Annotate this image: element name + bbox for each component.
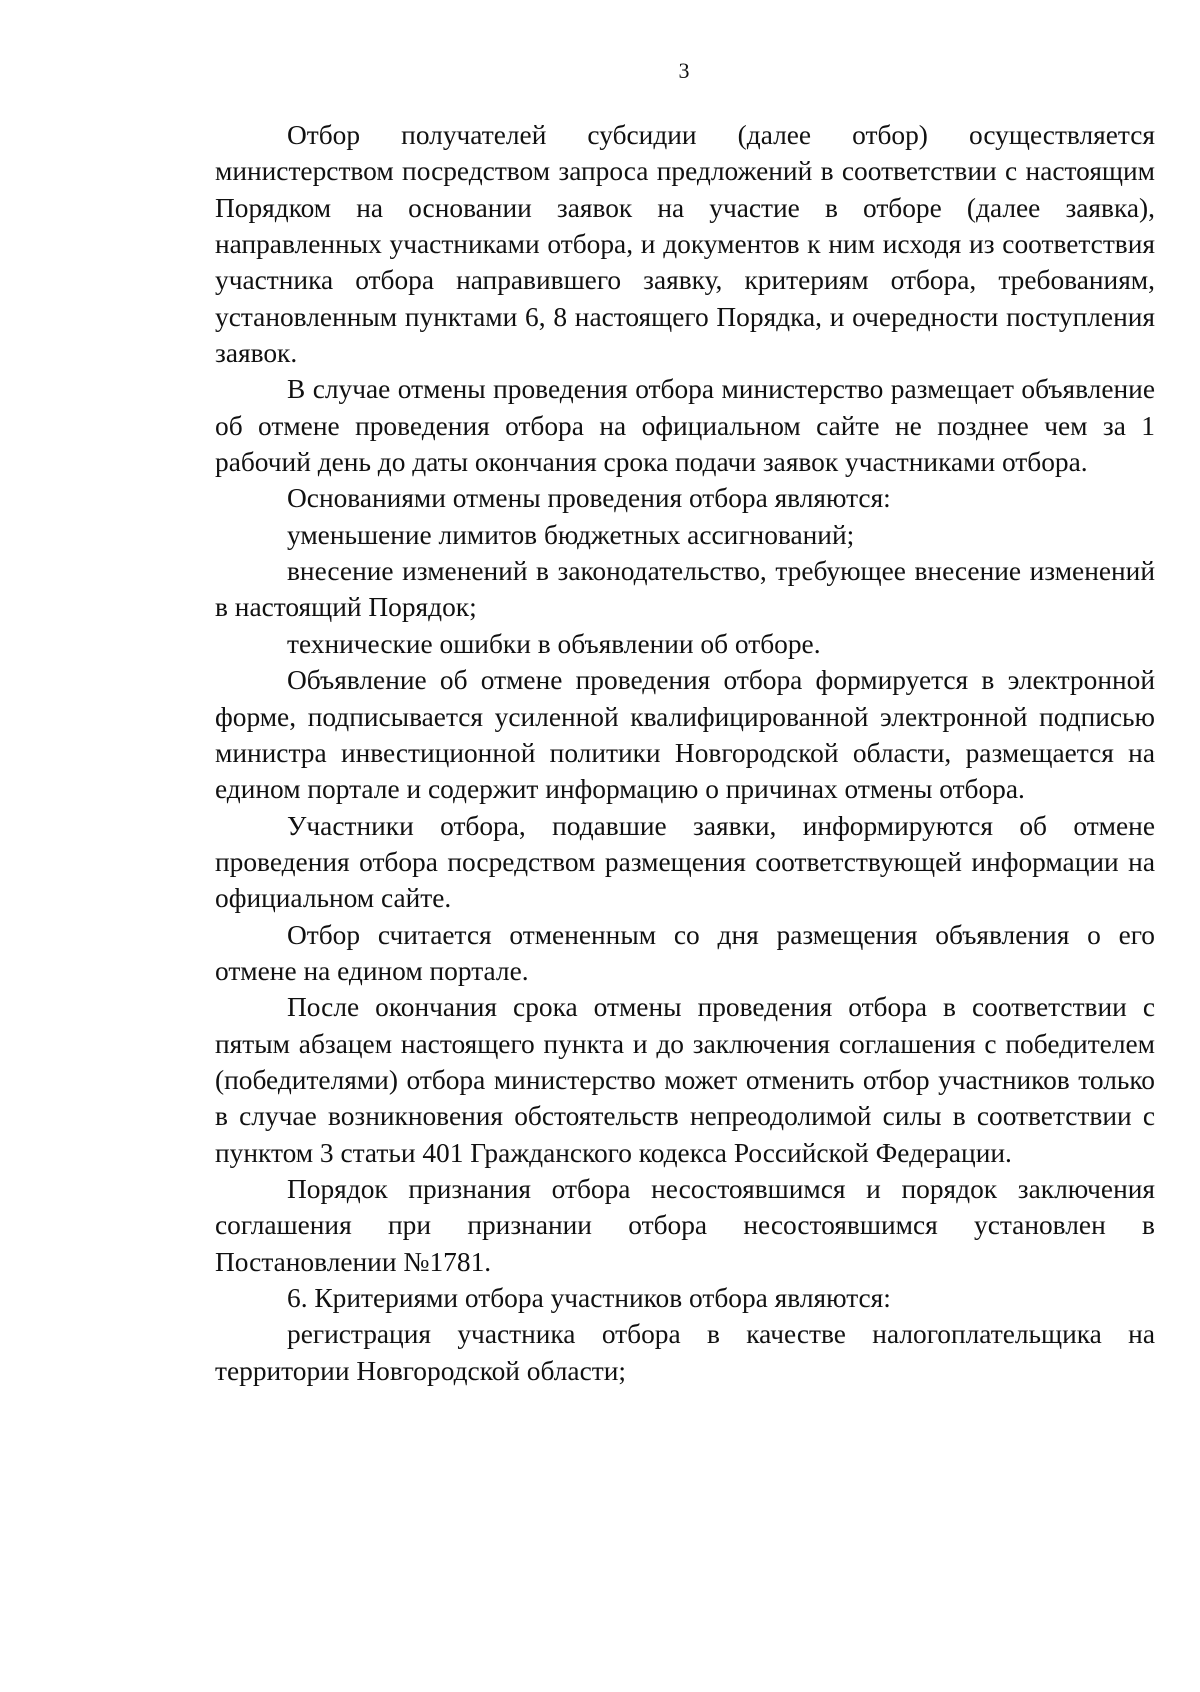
document-body [215, 117, 1155, 1389]
paragraph-failed-selection-procedure: Порядок признания отбора несостоявшимся и порядок заключения соглашения при признании отбора несостоявшимся установлен в Постановлении №1781. [215, 1173, 1155, 1277]
paragraph-cancellation-grounds-intro: Основаниями отмены проведения отбора являются: [287, 483, 891, 514]
paragraph-selection-procedure: Отбор получателей субсидии (далее отбор) осуществляется министерством посредством запроса предложений в соответствии с настоящим Порядком на основании заявок на участие в отборе (далее заявка), направленных участниками отбора, и документов к ним исходя из соответствия участника отбора направившего заявку, критериям отбора, требованиям, установленным пунктами 6, 8 настоящего Порядка, и очередности поступления заявок. [215, 120, 1155, 369]
paragraph-ground-technical-errors: технические ошибки в объявлении об отборе. [287, 628, 821, 659]
paragraph-cancellation-effective: Отбор считается отмененным со дня размещения объявления о его отмене на едином портале. [215, 919, 1155, 986]
paragraph-force-majeure: После окончания срока отмены проведения отбора в соответствии с пятым абзацем настоящего пункта и до заключения соглашения с победителем (победителями) отбора министерство может отменить отбор участников только в случае возникновения обстоятельств непреодолимой силы в соответствии с пунктом 3 статьи 401 Гражданского кодекса Российской Федерации. [215, 992, 1155, 1168]
paragraph-criterion-registration: регистрация участника отбора в качестве налогоплательщика на территории Новгородской области; [215, 1319, 1155, 1386]
paragraph-cancellation-announcement-form: Объявление об отмене проведения отбора формируется в электронной форме, подписывается усиленной квалифицированной электронной подписью министра инвестиционной политики Новгородской области, размещается на едином портале и содержит информацию о причинах отмены отбора. [215, 665, 1155, 805]
page-number: 3 [678, 58, 690, 83]
paragraph-ground-budget-limits: уменьшение лимитов бюджетных ассигнований; [287, 519, 855, 550]
paragraph-cancellation-notice: В случае отмены проведения отбора министерство размещает объявление об отмене проведения отбора на официальном сайте не позднее чем за 1 рабочий день до даты окончания срока подачи заявок участниками отбора. [215, 374, 1155, 478]
paragraph-criteria-heading: 6. Критериями отбора участников отбора являются: [287, 1283, 891, 1313]
paragraph-participants-informed: Участники отбора, подавшие заявки, информируются об отмене проведения отбора посредством размещения соответствующей информации на официальном сайте. [215, 810, 1155, 914]
paragraph-ground-legislation-change: внесение изменений в законодательство, требующее внесение изменений в настоящий Порядок; [215, 556, 1155, 623]
